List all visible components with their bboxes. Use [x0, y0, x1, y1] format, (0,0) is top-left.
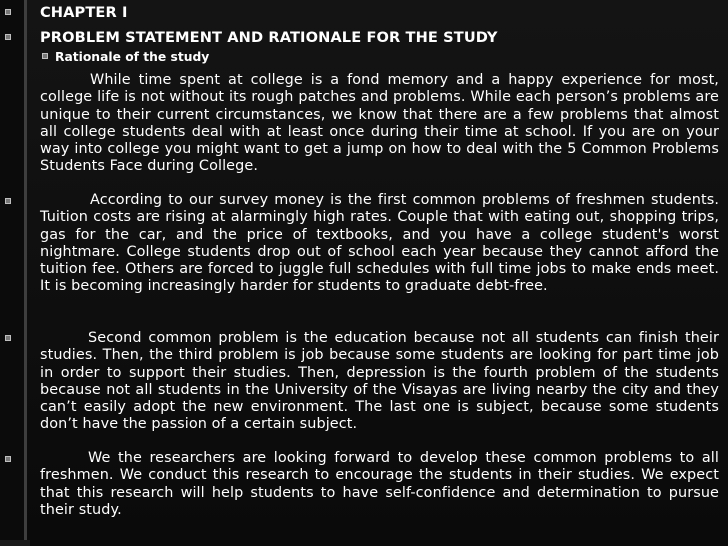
bullet-icon [5, 335, 11, 341]
chapter-heading: CHAPTER I [40, 4, 128, 21]
paragraph-1 [40, 72, 719, 176]
slide-title: PROBLEM STATEMENT AND RATIONALE FOR THE STUDY [40, 29, 498, 46]
bullet-icon [5, 198, 11, 204]
slide-subtitle: Rationale of the study [55, 50, 210, 64]
corner-decoration [0, 540, 30, 546]
bullet-icon [42, 53, 48, 59]
bullet-icon [5, 456, 11, 462]
paragraph-1-text: While time spent at college is a fond memory and a happy experience for most, college life is not without its rough patches and problems. While each person’s problems are unique to their current circumstances, we know that there are a few problems that almost all college students deal with at least once during their time at school. If you are on your way into college you might want to get a jump on how to deal with the 5 Common Problems Students Face during College. [40, 72, 719, 175]
paragraph-4-text: We the researchers are looking forward to develop these common problems to all freshmen. We conduct this research to encourage the students in their studies. We expect that this research will help students to have self-confidence and determination to pursue their study. [40, 450, 719, 518]
bullet-icon [5, 9, 11, 15]
bullet-icon [5, 34, 11, 40]
paragraph-2 [40, 192, 719, 296]
paragraph-3 [40, 330, 719, 434]
paragraph-3-text: Second common problem is the education because not all students can finish their studies. Then, the third problem is job because some students are looking for part time job in order to support their studies. Then, depression is the fourth problem of the students because not all students in the University of the Visayas are living nearby the city and they can’t easily adopt the new environment. The last one is subject, because some students don’t have the passion of a certain subject. [40, 330, 719, 433]
paragraph-2-text: According to our survey money is the first common problems of freshmen students. Tuition costs are rising at alarmingly high rates. Couple that with eating out, shopping trips, gas for the car, and the price of textbooks, and you have a college student's worst nightmare. College students drop out of school each year because they cannot afford the tuition fee. Others are forced to juggle full schedules with full time jobs to make ends meet. It is becoming increasingly harder for students to graduate debt-free. [40, 192, 719, 295]
paragraph-4 [40, 450, 719, 519]
